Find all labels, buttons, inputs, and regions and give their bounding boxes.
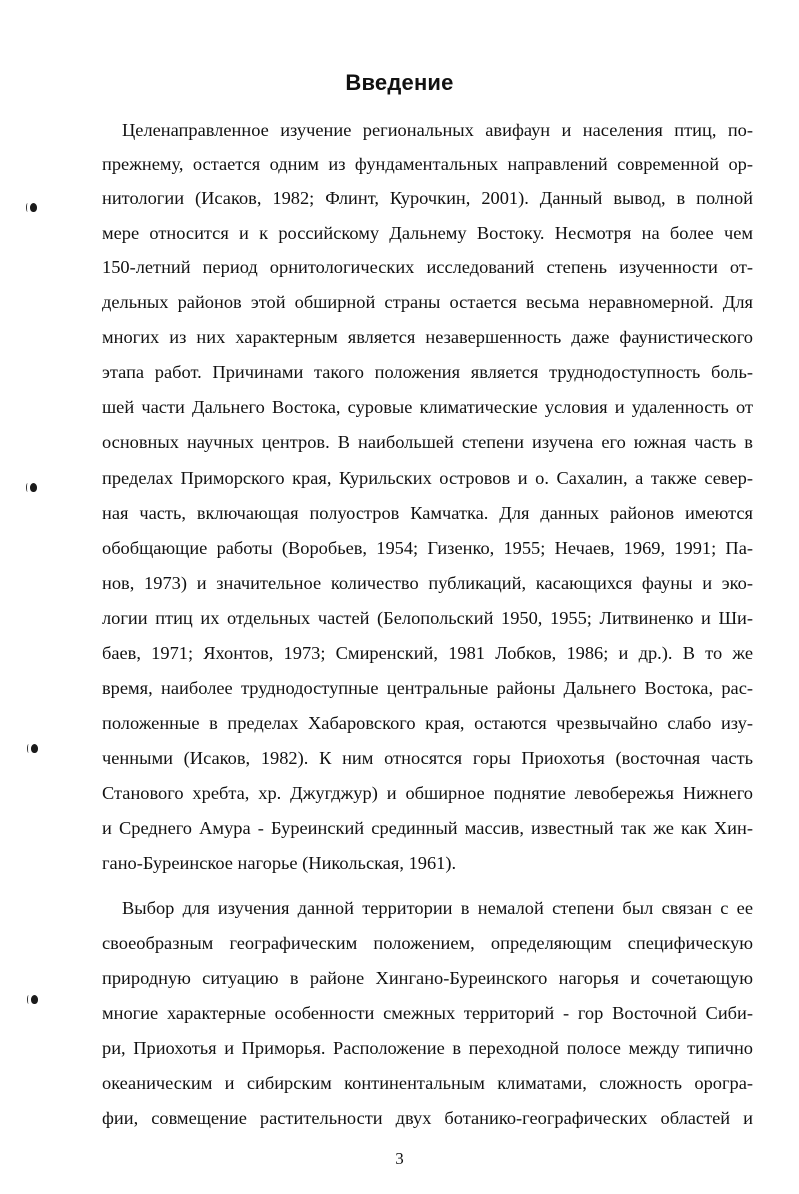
text-line: ная часть, включающая полуостров Камчатка. Для данных районов имеются — [102, 503, 753, 523]
page-title: Введение — [345, 70, 454, 95]
text-line: нов, 1973) и значительное количество публикаций, касающихся фауны и эко- — [102, 573, 753, 593]
text-line: Выбор для изучения данной территории в немалой степени был связан с ее — [122, 898, 753, 918]
text-line: шей части Дальнего Востока, суровые климатические условия и удаленность от — [102, 397, 753, 417]
text-line: пределах Приморского края, Курильских островов и о. Сахалин, а также север- — [102, 468, 753, 488]
text-line: логии птиц их отдельных частей (Белопольский 1950, 1955; Литвиненко и Ши- — [102, 608, 753, 628]
text-line: 150-летний период орнитологических исследований степень изученности от- — [102, 257, 753, 277]
text-line: Станового хребта, хр. Джугджур) и обширное поднятие левобережья Нижнего — [102, 783, 753, 803]
punch-hole-mark — [30, 483, 37, 492]
page-number: 3 — [395, 1149, 404, 1168]
text-line: Целенаправленное изучение региональных авифаун и населения птиц, по- — [122, 120, 753, 140]
text-line: прежнему, остается одним из фундаментальных направлений современной ор- — [102, 154, 753, 174]
text-line: фии, совмещение растительности двух ботанико-географических областей и — [102, 1108, 753, 1128]
punch-hole-mark — [30, 203, 37, 212]
text-line: мере относится и к российскому Дальнему Востоку. Несмотря на более чем — [102, 223, 753, 243]
punch-hole-mark — [31, 995, 38, 1004]
text-line: основных научных центров. В наибольшей степени изучена его южная часть в — [102, 432, 753, 452]
text-line: баев, 1971; Яхонтов, 1973; Смиренский, 1981 Лобков, 1986; и др.). В то же — [102, 643, 753, 663]
text-line: ченными (Исаков, 1982). К ним относятся горы Приохотья (восточная часть — [102, 748, 753, 768]
text-line: обобщающие работы (Воробьев, 1954; Гизенко, 1955; Нечаев, 1969, 1991; Па- — [102, 538, 753, 558]
text-line: и Среднего Амура - Буреинский срединный массив, известный так же как Хин- — [102, 818, 753, 838]
text-line: своеобразным географическим положением, определяющим специфическую — [102, 933, 753, 953]
text-line: многих из них характерным является незавершенность даже фаунистического — [102, 327, 753, 347]
text-line: гано-Буреинское нагорье (Никольская, 1961). — [102, 853, 457, 873]
punch-hole-mark — [31, 744, 38, 753]
text-line: дельных районов этой обширной страны остается весьма неравномерной. Для — [102, 292, 753, 312]
text-line: нитологии (Исаков, 1982; Флинт, Курочкин, 2001). Данный вывод, в полной — [102, 188, 753, 208]
text-line: природную ситуацию в районе Хингано-Буреинского нагорья и сочетающую — [102, 968, 753, 988]
text-line: океаническим и сибирским континентальным климатами, сложность орогра- — [102, 1073, 753, 1093]
text-line: этапа работ. Причинами такого положения является труднодоступность боль- — [102, 362, 753, 382]
text-line: положенные в пределах Хабаровского края, остаются чрезвычайно слабо изу- — [102, 713, 753, 733]
text-line: ри, Приохотья и Приморья. Расположение в переходной полосе между типично — [102, 1038, 753, 1058]
text-line: многие характерные особенности смежных территорий - гор Восточной Сиби- — [102, 1003, 753, 1023]
text-line: время, наиболее труднодоступные центральные районы Дальнего Востока, рас- — [102, 678, 753, 698]
